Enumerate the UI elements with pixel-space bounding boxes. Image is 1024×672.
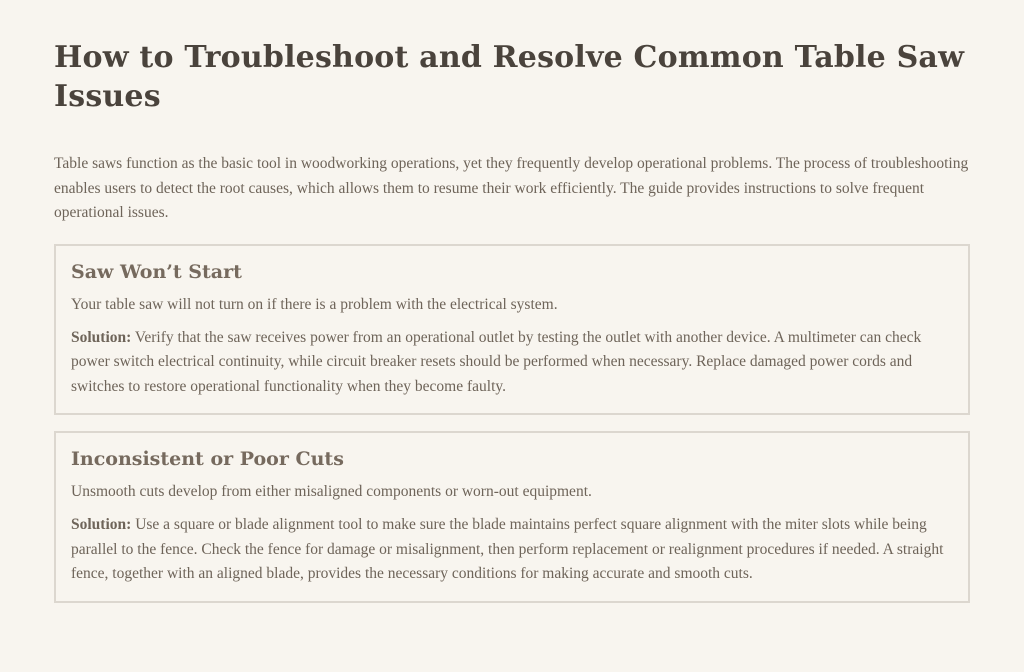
issue-solution [71, 513, 953, 587]
issue-heading: Saw Won’t Start [71, 260, 242, 283]
issue-solution [71, 326, 953, 400]
issue-card-poor-cuts [54, 431, 970, 603]
issue-description: Your table saw will not turn on if there is a problem with the electrical system. [71, 295, 558, 313]
solution-label: Solution: [71, 516, 132, 533]
issue-card-saw-wont-start [54, 244, 970, 416]
solution-text: Verify that the saw receives power from an operational outlet by testing the outlet with another device. A multimeter can check power switch electrical continuity, while circuit breaker resets should be performed when necessary. Replace damaged power cords and switches to restore operational functionality when they become faulty. [71, 328, 922, 395]
page-title: How to Troubleshoot and Resolve Common Table Saw Issues [54, 40, 965, 114]
solution-text: Use a square or blade alignment tool to make sure the blade maintains perfect square alignment with the miter slots while being parallel to the fence. Check the fence for damage or misalignment, then perform replacement or realignment procedures if needed. A straight fence, together with an aligned blade, provides the necessary conditions for making accurate and smooth cuts. [71, 516, 944, 582]
issue-description: Unsmooth cuts develop from either misaligned components or worn-out equipment. [71, 483, 592, 500]
solution-label: Solution: [71, 328, 132, 346]
issue-heading: Inconsistent or Poor Cuts [71, 448, 344, 470]
intro-paragraph: Table saws function as the basic tool in woodworking operations, yet they frequently develop operational problems. The process of troubleshooting enables users to detect the root causes, which allows them to resume their work efficiently. The guide provides instructions to solve frequent operational issues. [54, 155, 969, 221]
